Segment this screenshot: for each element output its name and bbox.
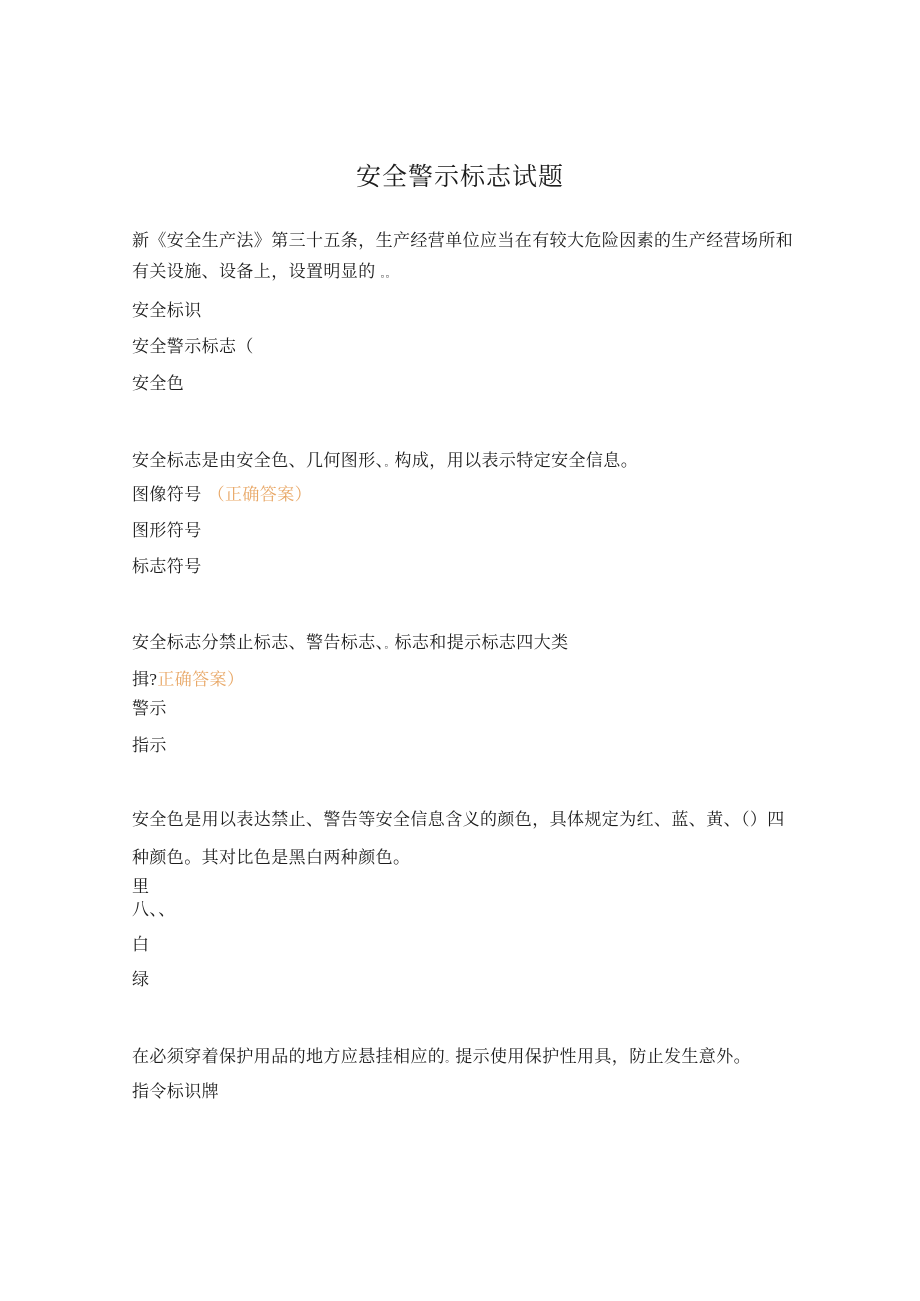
q3-option-1: [132, 669, 244, 691]
q1-stem-line2-text: 有关设施、设备上，设置明显的: [132, 262, 376, 281]
q2-option-1: [132, 484, 312, 506]
q4-option-2: 白: [132, 935, 150, 954]
q3-stem-after: 标志和提示标志四大类: [394, 633, 569, 652]
q1-blank-placeholder-mark: 。。: [380, 269, 396, 280]
q2-stem-after: 构成，用以表示特定安全信息。: [394, 451, 639, 470]
q4-option-1-line2: 八、、: [132, 900, 176, 919]
q2-stem: [132, 450, 638, 475]
q5-stem: [132, 1046, 751, 1071]
q5-stem-before: 在必须穿着保护用品的地方应悬挂相应的: [132, 1047, 446, 1066]
q5-stem-after: 提示使用保护性用具，防止发生意外。: [455, 1047, 752, 1066]
q5-option-1: 指令标识牌: [132, 1082, 219, 1101]
q4-option-1-line1: 里: [132, 877, 150, 896]
q1-option-2: 安全警示标志（: [132, 337, 254, 356]
q4-option-3: 绿: [132, 970, 150, 989]
q3-correct-answer-tag: 正确答案）: [157, 670, 245, 689]
q2-option-3: 标志符号: [132, 557, 202, 576]
q2-blank-placeholder-mark: 。: [384, 458, 395, 469]
q3-stem: [132, 632, 569, 657]
q3-blank-placeholder-mark: 。: [384, 640, 395, 651]
q5-blank-placeholder-mark: 。: [445, 1054, 456, 1065]
q3-option-2: 警示: [132, 699, 167, 718]
q1-option-3: 安全色: [132, 374, 185, 393]
page-title: 安全警示标志试题: [355, 164, 564, 191]
q2-correct-answer-tag: （正确答案）: [207, 485, 313, 504]
q2-option-2: 图形符号: [132, 521, 202, 540]
q3-stem-before: 安全标志分禁止标志、警告标志、: [132, 633, 385, 652]
q4-stem-line2: 种颜色。其对比色是黑白两种颜色。: [132, 848, 411, 867]
q2-option-1-label: 图像符号: [132, 485, 202, 504]
q3-option-3: 指示: [132, 736, 167, 755]
q4-stem-line1: 安全色是用以表达禁止、警告等安全信息含义的颜色，具体规定为红、蓝、黄、（）四: [132, 810, 785, 829]
q2-stem-before: 安全标志是由安全色、几何图形、: [132, 451, 385, 470]
q1-stem-line1: 新《安全生产法》第三十五条，生产经营单位应当在有较大危险因素的生产经营场所和: [132, 231, 794, 250]
q1-option-1: 安全标识: [132, 301, 202, 320]
q3-option-1-label: 揖?: [132, 670, 158, 689]
q1-stem-line2: [132, 261, 396, 286]
